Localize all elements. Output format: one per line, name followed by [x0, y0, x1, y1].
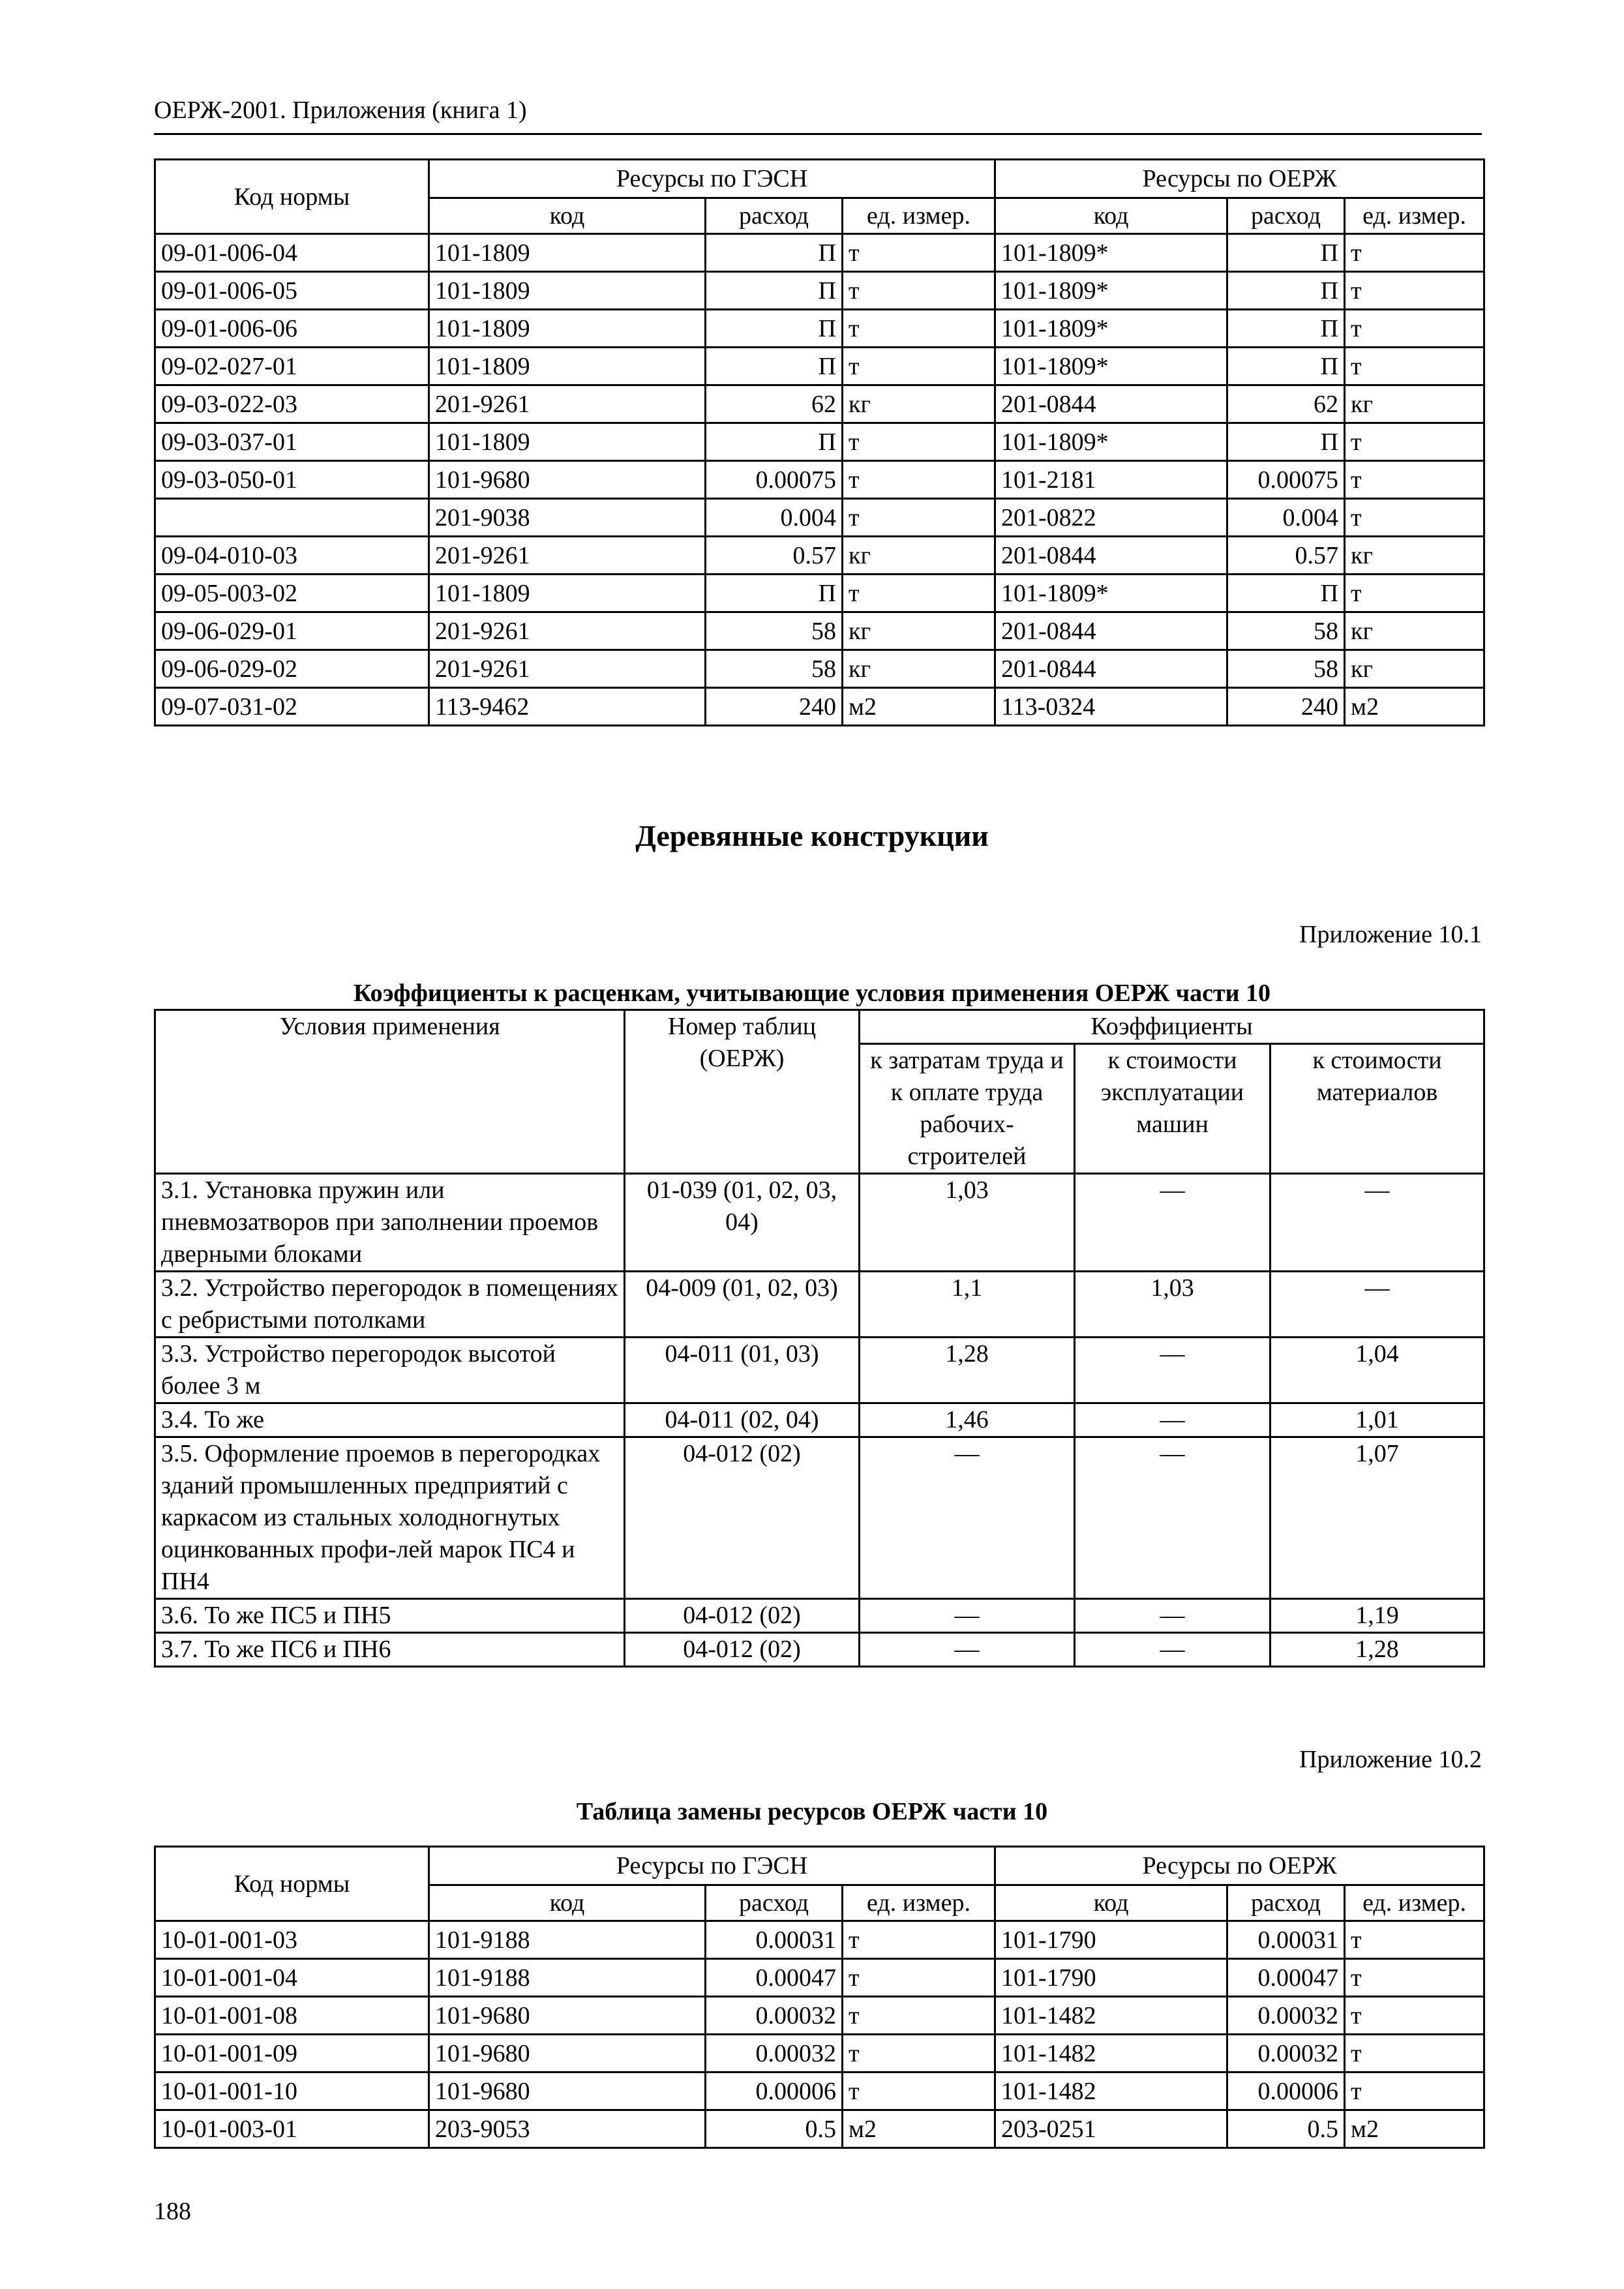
cell-gesn-unit: т — [843, 1997, 995, 2035]
cell-oerzh-code: 101-1809* — [995, 310, 1227, 348]
cell-gesn-code: 101-9680 — [429, 2072, 706, 2110]
cell-gesn-unit: м2 — [843, 2110, 995, 2148]
sub-consumption: расход — [706, 1885, 843, 1921]
cell-gesn-code: 113-9462 — [429, 688, 706, 726]
cell-oerzh-unit: т — [1345, 2035, 1484, 2072]
cell-oerzh-consumption: 58 — [1227, 612, 1345, 650]
cell-condition: 3.4. То же — [155, 1403, 625, 1437]
cell-oerzh-code: 101-1809* — [995, 575, 1227, 612]
appendix-label-10-2: Приложение 10.2 — [1299, 1746, 1482, 1773]
cell-gesn-code: 201-9261 — [429, 537, 706, 575]
cell-oerzh-code: 113-0324 — [995, 688, 1227, 726]
coefficient-table — [154, 1009, 1485, 1668]
group-oerzh: Ресурсы по ОЕРЖ — [995, 1847, 1484, 1885]
table-row — [155, 423, 1484, 461]
cell-oerzh-unit: т — [1345, 423, 1484, 461]
cell-gesn-unit: т — [843, 499, 995, 537]
cell-gesn-unit: т — [843, 272, 995, 310]
cell-gesn-consumption: 0.00047 — [706, 1959, 843, 1997]
sub-materials: к стоимости материалов — [1271, 1044, 1484, 1174]
cell-gesn-unit: кг — [843, 650, 995, 688]
cell-gesn-consumption: П — [706, 310, 843, 348]
col-table-no: Номер таблиц (ОЕРЖ) — [625, 1010, 860, 1174]
cell-gesn-unit: т — [843, 423, 995, 461]
cell-code-norm: 09-01-006-04 — [155, 234, 429, 272]
cell-labor-coef: 1,03 — [860, 1174, 1075, 1272]
cell-labor-coef: — — [860, 1633, 1075, 1667]
cell-code-norm: 09-01-006-05 — [155, 272, 429, 310]
cell-oerzh-unit: кг — [1345, 650, 1484, 688]
table-row — [155, 2072, 1484, 2110]
cell-oerzh-unit: т — [1345, 1997, 1484, 2035]
col-coefficients: Коэффициенты — [860, 1010, 1484, 1044]
cell-oerzh-code: 101-1790 — [995, 1959, 1227, 1997]
table-row — [155, 385, 1484, 423]
cell-code-norm: 10-01-001-08 — [155, 1997, 429, 2035]
cell-gesn-consumption: 0.5 — [706, 2110, 843, 2148]
cell-oerzh-unit: т — [1345, 2072, 1484, 2110]
table-row — [155, 461, 1484, 499]
cell-oerzh-code: 201-0844 — [995, 537, 1227, 575]
col-code-norm: Код нормы — [155, 160, 429, 234]
cell-gesn-unit: т — [843, 2035, 995, 2072]
cell-oerzh-code: 101-1809* — [995, 348, 1227, 385]
resource-table-part-9 — [154, 158, 1485, 726]
cell-gesn-unit: кг — [843, 537, 995, 575]
cell-code-norm: 09-01-006-06 — [155, 310, 429, 348]
cell-gesn-unit: кг — [843, 612, 995, 650]
sub-unit: ед. измер. — [843, 1885, 995, 1921]
cell-oerzh-code: 101-2181 — [995, 461, 1227, 499]
cell-gesn-unit: м2 — [843, 688, 995, 726]
table-row — [155, 272, 1484, 310]
cell-gesn-unit: т — [843, 575, 995, 612]
cell-materials-coef: 1,19 — [1271, 1599, 1484, 1633]
cell-gesn-unit: т — [843, 310, 995, 348]
cell-gesn-code: 101-1809 — [429, 310, 706, 348]
cell-oerzh-code: 201-0844 — [995, 612, 1227, 650]
cell-gesn-code: 101-1809 — [429, 272, 706, 310]
cell-gesn-consumption: 0.00032 — [706, 2035, 843, 2072]
cell-oerzh-consumption: 240 — [1227, 688, 1345, 726]
cell-oerzh-consumption: 0.5 — [1227, 2110, 1345, 2148]
cell-oerzh-unit: т — [1345, 348, 1484, 385]
cell-machines-coef: — — [1075, 1437, 1271, 1599]
cell-materials-coef: 1,01 — [1271, 1403, 1484, 1437]
sub-code: код — [995, 1885, 1227, 1921]
cell-code-norm: 09-03-050-01 — [155, 461, 429, 499]
cell-code-norm: 09-02-027-01 — [155, 348, 429, 385]
table-row — [155, 234, 1484, 272]
cell-gesn-code: 201-9261 — [429, 385, 706, 423]
cell-oerzh-consumption: П — [1227, 234, 1345, 272]
cell-oerzh-consumption: П — [1227, 348, 1345, 385]
cell-gesn-unit: т — [843, 1959, 995, 1997]
cell-materials-coef: — — [1271, 1272, 1484, 1338]
cell-labor-coef: 1,1 — [860, 1272, 1075, 1338]
table-row — [155, 612, 1484, 650]
table-row — [155, 688, 1484, 726]
table-row — [155, 1338, 1484, 1403]
cell-oerzh-consumption: 0.00032 — [1227, 2035, 1345, 2072]
table3-body — [155, 1921, 1484, 2148]
cell-oerzh-unit: т — [1345, 499, 1484, 537]
cell-oerzh-consumption: 0.004 — [1227, 499, 1345, 537]
cell-condition: 3.3. Устройство перегородок высотой более 3 м — [155, 1338, 625, 1403]
cell-gesn-consumption: П — [706, 234, 843, 272]
cell-code-norm: 09-06-029-02 — [155, 650, 429, 688]
cell-gesn-unit: т — [843, 2072, 995, 2110]
table-row — [155, 1921, 1484, 1959]
cell-table-number: 04-011 (02, 04) — [625, 1403, 860, 1437]
cell-code-norm: 09-05-003-02 — [155, 575, 429, 612]
cell-oerzh-consumption: 0.57 — [1227, 537, 1345, 575]
cell-gesn-code: 201-9038 — [429, 499, 706, 537]
cell-oerzh-code: 201-0844 — [995, 385, 1227, 423]
cell-machines-coef: — — [1075, 1338, 1271, 1403]
cell-gesn-consumption: 0.00006 — [706, 2072, 843, 2110]
cell-gesn-consumption: П — [706, 423, 843, 461]
cell-gesn-code: 201-9261 — [429, 650, 706, 688]
cell-code-norm — [155, 499, 429, 537]
group-gesn: Ресурсы по ГЭСН — [429, 160, 995, 198]
cell-code-norm: 10-01-001-03 — [155, 1921, 429, 1959]
cell-gesn-code: 101-9188 — [429, 1921, 706, 1959]
cell-materials-coef: — — [1271, 1174, 1484, 1272]
table-row — [155, 575, 1484, 612]
cell-gesn-code: 101-9680 — [429, 461, 706, 499]
cell-oerzh-code: 101-1809* — [995, 234, 1227, 272]
table-row — [155, 310, 1484, 348]
cell-gesn-code: 101-9188 — [429, 1959, 706, 1997]
cell-oerzh-unit: т — [1345, 575, 1484, 612]
cell-oerzh-consumption: 58 — [1227, 650, 1345, 688]
header-rule — [154, 133, 1482, 135]
cell-oerzh-unit: т — [1345, 234, 1484, 272]
coef-table-caption: Коэффициенты к расценкам, учитывающие условия применения ОЕРЖ части 10 — [353, 980, 1271, 1007]
cell-oerzh-unit: т — [1345, 272, 1484, 310]
cell-condition: 3.7. То же ПС6 и ПН6 — [155, 1633, 625, 1667]
cell-code-norm: 09-03-022-03 — [155, 385, 429, 423]
sub-machines: к стоимости эксплуатации машин — [1075, 1044, 1271, 1174]
sub-code: код — [995, 198, 1227, 234]
table-row — [155, 1633, 1484, 1667]
cell-code-norm: 09-07-031-02 — [155, 688, 429, 726]
cell-oerzh-consumption: П — [1227, 272, 1345, 310]
cell-gesn-consumption: 0.00075 — [706, 461, 843, 499]
table-row — [155, 1174, 1484, 1272]
cell-oerzh-consumption: 0.00032 — [1227, 1997, 1345, 2035]
cell-labor-coef: — — [860, 1437, 1075, 1599]
cell-table-number: 01-039 (01, 02, 03, 04) — [625, 1174, 860, 1272]
cell-materials-coef: 1,07 — [1271, 1437, 1484, 1599]
group-gesn: Ресурсы по ГЭСН — [429, 1847, 995, 1885]
cell-gesn-unit: т — [843, 461, 995, 499]
cell-oerzh-consumption: 0.00047 — [1227, 1959, 1345, 1997]
cell-condition: 3.5. Оформление проемов в перегородках зданий промышленных предприятий с каркасом из стальных холодногнутых оцинкованных профи-лей марок ПС4 и ПН4 — [155, 1437, 625, 1599]
table-row — [155, 1997, 1484, 2035]
resource-table-part-10 — [154, 1846, 1485, 2149]
cell-oerzh-unit: т — [1345, 310, 1484, 348]
sub-unit: ед. измер. — [843, 198, 995, 234]
cell-gesn-consumption: 0.00032 — [706, 1997, 843, 2035]
cell-gesn-code: 101-9680 — [429, 1997, 706, 2035]
table-row — [155, 2035, 1484, 2072]
cell-oerzh-code: 201-0822 — [995, 499, 1227, 537]
cell-gesn-code: 101-9680 — [429, 2035, 706, 2072]
sub-consumption: расход — [1227, 198, 1345, 234]
cell-oerzh-code: 201-0844 — [995, 650, 1227, 688]
cell-code-norm: 10-01-001-04 — [155, 1959, 429, 1997]
cell-gesn-unit: кг — [843, 385, 995, 423]
cell-oerzh-unit: м2 — [1345, 2110, 1484, 2148]
table-row — [155, 650, 1484, 688]
group-oerzh: Ресурсы по ОЕРЖ — [995, 160, 1484, 198]
col-code-norm: Код нормы — [155, 1847, 429, 1921]
cell-code-norm: 09-04-010-03 — [155, 537, 429, 575]
cell-code-norm: 10-01-001-10 — [155, 2072, 429, 2110]
cell-oerzh-consumption: 0.00075 — [1227, 461, 1345, 499]
cell-oerzh-code: 101-1809* — [995, 423, 1227, 461]
table-row — [155, 1437, 1484, 1599]
sub-consumption: расход — [706, 198, 843, 234]
cell-oerzh-unit: т — [1345, 461, 1484, 499]
cell-gesn-consumption: П — [706, 272, 843, 310]
cell-code-norm: 10-01-001-09 — [155, 2035, 429, 2072]
cell-gesn-consumption: 240 — [706, 688, 843, 726]
cell-gesn-consumption: 0.00031 — [706, 1921, 843, 1959]
replacement-table-caption: Таблица замены ресурсов ОЕРЖ части 10 — [576, 1798, 1048, 1825]
cell-oerzh-consumption: 62 — [1227, 385, 1345, 423]
cell-gesn-consumption: 0.004 — [706, 499, 843, 537]
table-row — [155, 1272, 1484, 1338]
cell-oerzh-unit: кг — [1345, 385, 1484, 423]
cell-gesn-code: 101-1809 — [429, 575, 706, 612]
col-conditions: Условия применения — [155, 1010, 625, 1174]
cell-gesn-consumption: П — [706, 348, 843, 385]
cell-materials-coef: 1,04 — [1271, 1338, 1484, 1403]
cell-condition: 3.2. Устройство перегородок в помещениях с ребристыми потолками — [155, 1272, 625, 1338]
cell-table-number: 04-009 (01, 02, 03) — [625, 1272, 860, 1338]
cell-table-number: 04-012 (02) — [625, 1633, 860, 1667]
cell-gesn-code: 101-1809 — [429, 348, 706, 385]
cell-oerzh-consumption: 0.00006 — [1227, 2072, 1345, 2110]
cell-gesn-code: 101-1809 — [429, 234, 706, 272]
table-row — [155, 1403, 1484, 1437]
sub-labor: к затратам труда и к оплате труда рабочих-строителей — [860, 1044, 1075, 1174]
table-row — [155, 1959, 1484, 1997]
coef-body — [155, 1174, 1484, 1667]
cell-table-number: 04-011 (01, 03) — [625, 1338, 860, 1403]
cell-oerzh-code: 203-0251 — [995, 2110, 1227, 2148]
cell-gesn-consumption: 58 — [706, 612, 843, 650]
cell-condition: 3.6. То же ПС5 и ПН5 — [155, 1599, 625, 1633]
cell-oerzh-unit: м2 — [1345, 688, 1484, 726]
section-title: Деревянные конструкции — [635, 819, 989, 852]
table1-body — [155, 234, 1484, 726]
cell-oerzh-code: 101-1482 — [995, 1997, 1227, 2035]
cell-oerzh-code: 101-1482 — [995, 2035, 1227, 2072]
cell-gesn-code: 203-9053 — [429, 2110, 706, 2148]
cell-gesn-consumption: 0.57 — [706, 537, 843, 575]
cell-code-norm: 09-03-037-01 — [155, 423, 429, 461]
running-title: ОЕРЖ-2001. Приложения (книга 1) — [154, 97, 527, 124]
cell-code-norm: 10-01-003-01 — [155, 2110, 429, 2148]
cell-gesn-unit: т — [843, 348, 995, 385]
cell-machines-coef: — — [1075, 1174, 1271, 1272]
cell-oerzh-unit: т — [1345, 1959, 1484, 1997]
sub-consumption: расход — [1227, 1885, 1345, 1921]
cell-oerzh-consumption: П — [1227, 423, 1345, 461]
table-row — [155, 1599, 1484, 1633]
cell-gesn-unit: т — [843, 234, 995, 272]
cell-table-number: 04-012 (02) — [625, 1437, 860, 1599]
cell-oerzh-unit: т — [1345, 1921, 1484, 1959]
cell-gesn-code: 201-9261 — [429, 612, 706, 650]
cell-oerzh-consumption: 0.00031 — [1227, 1921, 1345, 1959]
cell-oerzh-unit: кг — [1345, 612, 1484, 650]
cell-labor-coef: 1,28 — [860, 1338, 1075, 1403]
cell-machines-coef: — — [1075, 1633, 1271, 1667]
cell-oerzh-code: 101-1482 — [995, 2072, 1227, 2110]
sub-unit: ед. измер. — [1345, 198, 1484, 234]
cell-machines-coef: — — [1075, 1599, 1271, 1633]
cell-oerzh-consumption: П — [1227, 310, 1345, 348]
table-row — [155, 2110, 1484, 2148]
table-row — [155, 348, 1484, 385]
cell-oerzh-consumption: П — [1227, 575, 1345, 612]
cell-labor-coef: 1,46 — [860, 1403, 1075, 1437]
cell-materials-coef: 1,28 — [1271, 1633, 1484, 1667]
cell-condition: 3.1. Установка пружин или пневмозатворов при заполнении проемов дверными блоками — [155, 1174, 625, 1272]
page-number: 188 — [154, 2198, 191, 2225]
cell-oerzh-code: 101-1790 — [995, 1921, 1227, 1959]
cell-oerzh-code: 101-1809* — [995, 272, 1227, 310]
cell-code-norm: 09-06-029-01 — [155, 612, 429, 650]
sub-code: код — [429, 198, 706, 234]
cell-machines-coef: — — [1075, 1403, 1271, 1437]
cell-labor-coef: — — [860, 1599, 1075, 1633]
cell-gesn-code: 101-1809 — [429, 423, 706, 461]
table-row — [155, 537, 1484, 575]
appendix-label-10-1: Приложение 10.1 — [1299, 921, 1482, 948]
cell-oerzh-unit: кг — [1345, 537, 1484, 575]
cell-table-number: 04-012 (02) — [625, 1599, 860, 1633]
cell-gesn-consumption: П — [706, 575, 843, 612]
table-row — [155, 499, 1484, 537]
sub-unit: ед. измер. — [1345, 1885, 1484, 1921]
cell-gesn-consumption: 58 — [706, 650, 843, 688]
cell-gesn-unit: т — [843, 1921, 995, 1959]
sub-code: код — [429, 1885, 706, 1921]
cell-machines-coef: 1,03 — [1075, 1272, 1271, 1338]
cell-gesn-consumption: 62 — [706, 385, 843, 423]
